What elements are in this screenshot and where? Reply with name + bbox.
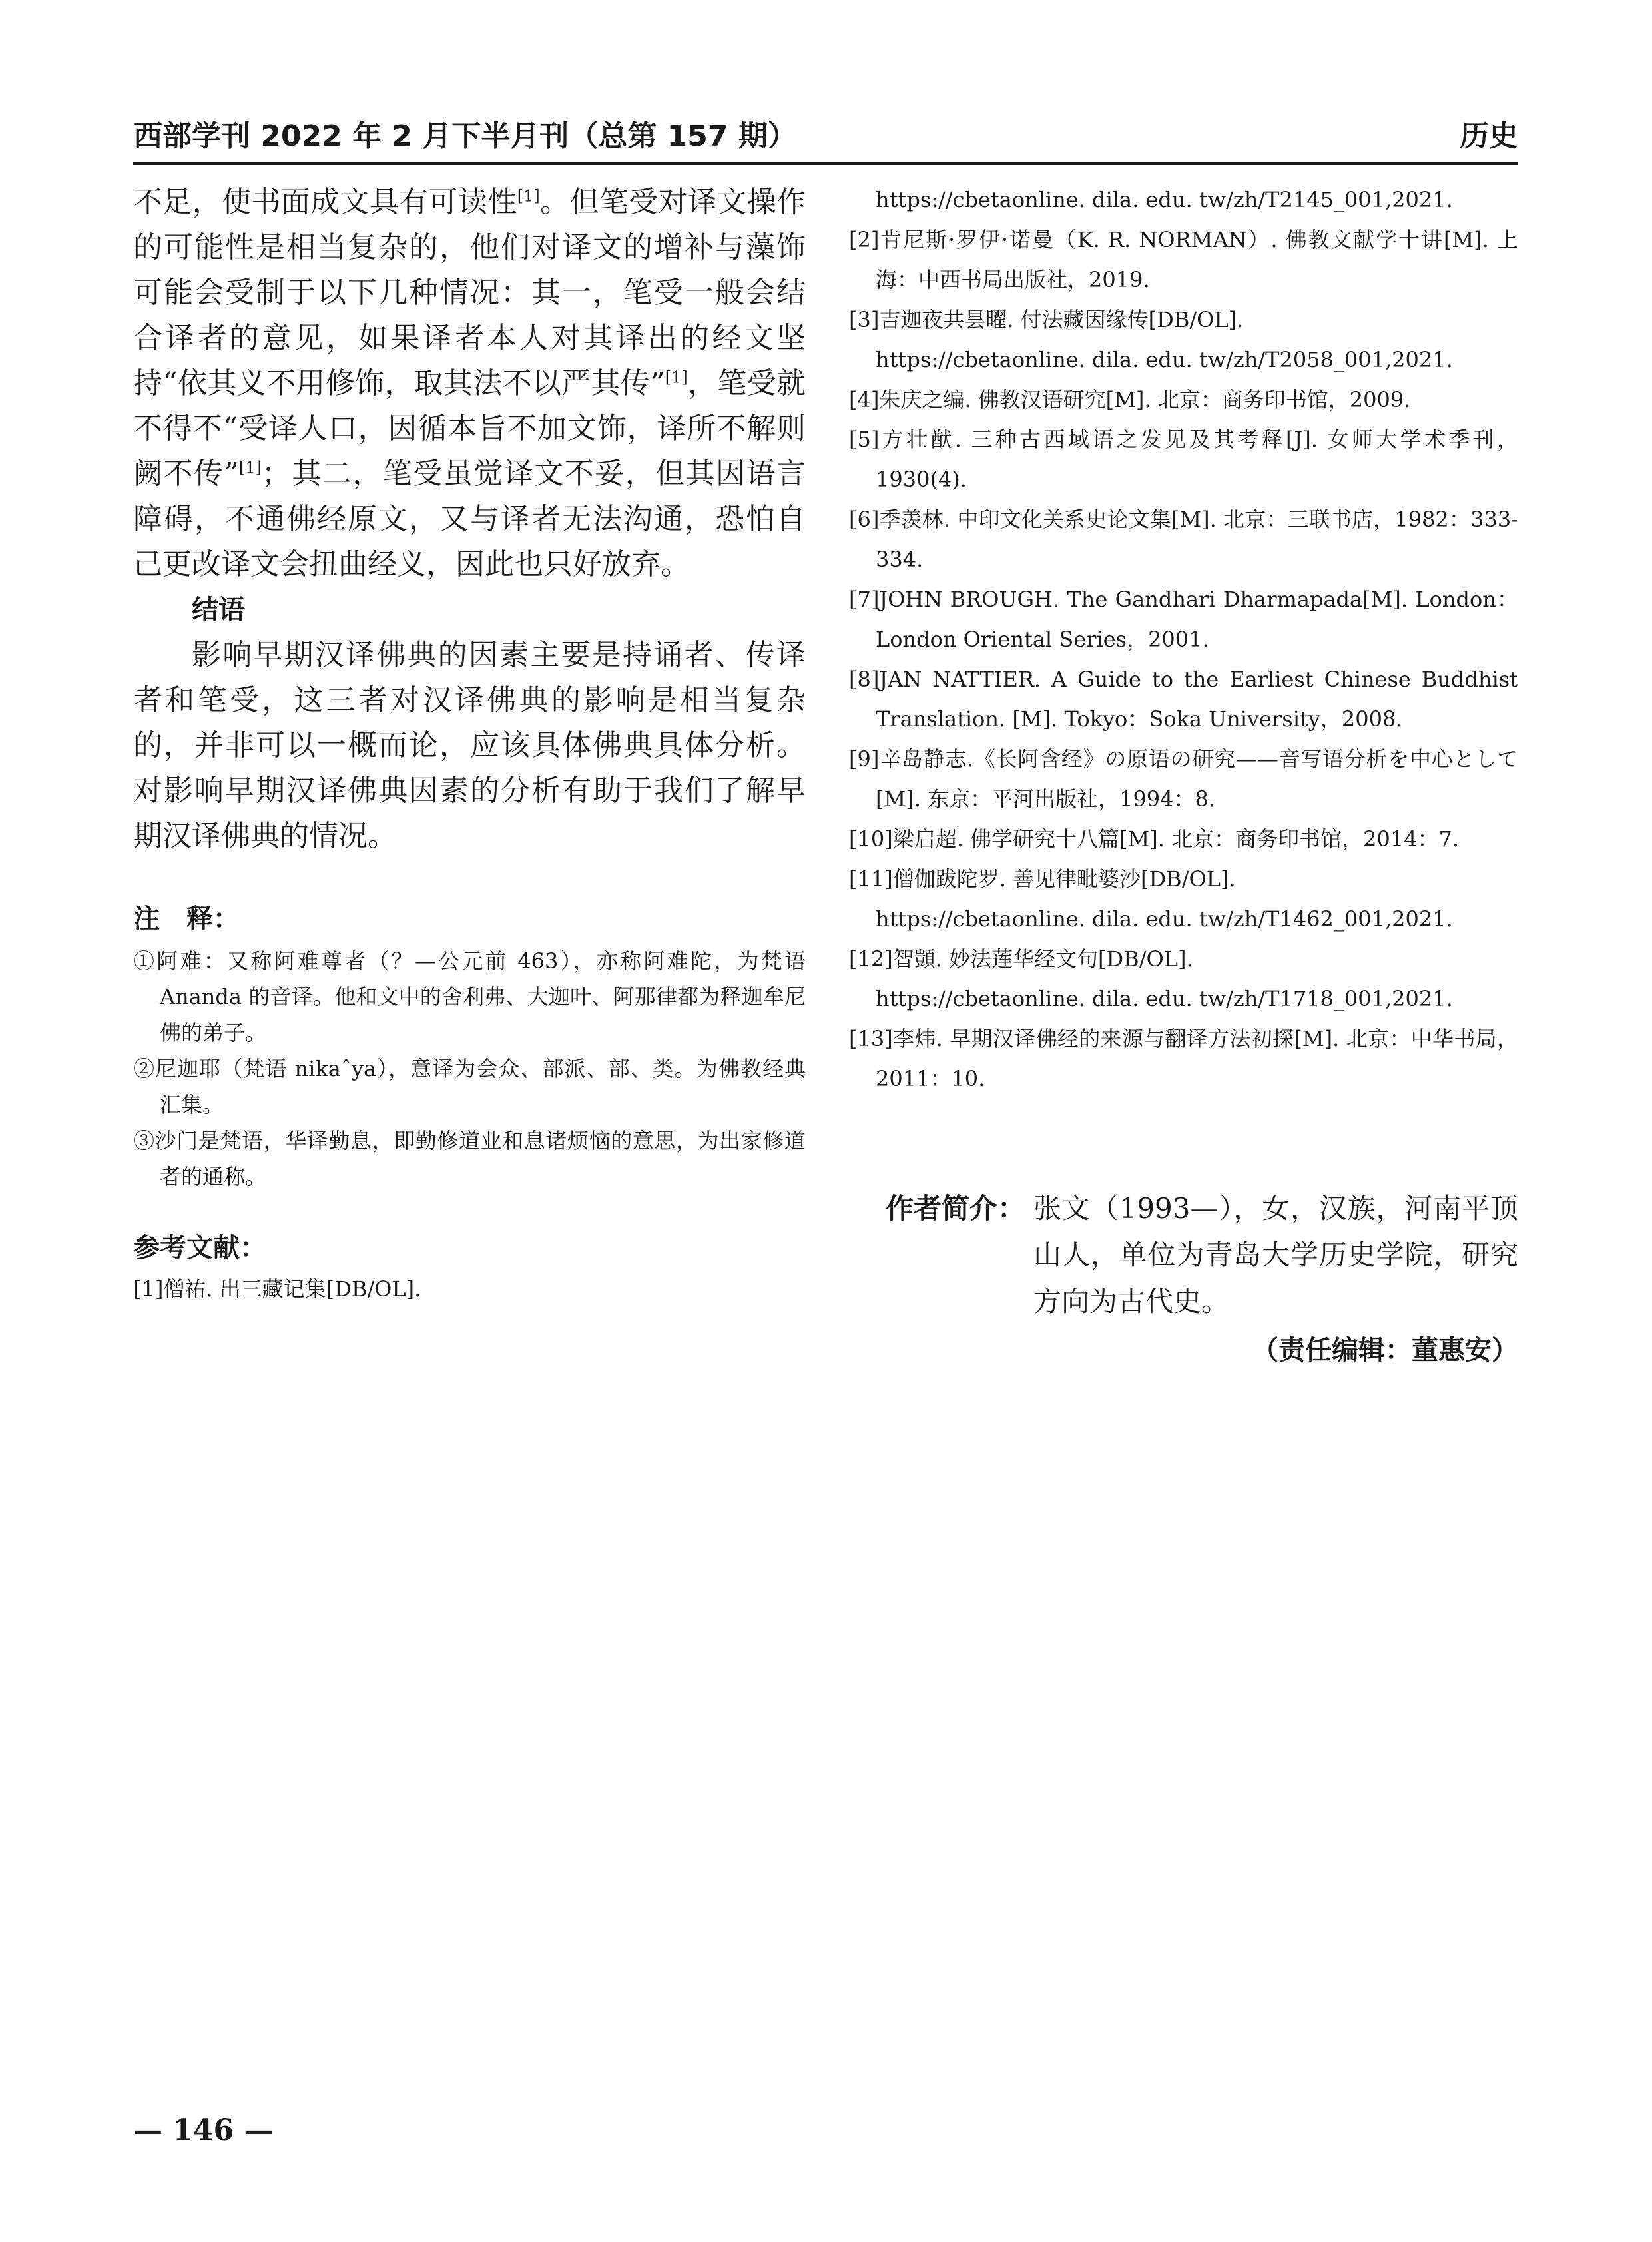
- citation: [1]: [238, 458, 262, 477]
- left-column: [133, 180, 806, 1309]
- header-rule: [133, 162, 1518, 165]
- reference-item: [4]朱庆之编. 佛教汉语研究[M]. 北京：商务印书馆，2009.: [849, 387, 1411, 412]
- reference-item: [12]智顗. 妙法莲华经文句[DB/OL].: [849, 946, 1193, 972]
- reference-url: https://cbetaonline. dila. edu. tw/zh/T2058_001,2021.: [876, 347, 1453, 372]
- reference-item: [13]李炜. 早期汉译佛经的来源与翻译方法初探[M]. 北京：中华书局，2011：10.: [849, 1026, 1518, 1091]
- reference-item: [7]JOHN BROUGH. The Gandhari Dharmapada[M]. London：London Oriental Series，2001.: [849, 587, 1518, 652]
- reference-item: [6]季羡林. 中印文化关系史论文集[M]. 北京：三联书店，1982：333-334.: [849, 507, 1518, 572]
- reference-url: https://cbetaonline. dila. edu. tw/zh/T2145_001,2021.: [876, 187, 1453, 212]
- author-bio-label: 作者简介：: [886, 1192, 1026, 1225]
- references-heading: 参考文献：: [133, 1233, 266, 1263]
- reference-item: [3]吉迦夜共昙曜. 付法藏因缘传[DB/OL].: [849, 307, 1244, 332]
- note-item: ③沙门是梵语，华译勤息，即勤修道业和息诸烦恼的意思，为出家修道者的通称。: [133, 1128, 806, 1189]
- reference-item: [9]辛岛静志.《长阿含经》の原语の研究——音写语分析を中心として[M]. 东京：平河出版社，1994：8.: [849, 746, 1518, 812]
- reference-item: [1]僧祐. 出三藏记集[DB/OL].: [133, 1276, 421, 1302]
- journal-title: 西部学刊 2022 年 2 月下半月刊（总第 157 期）: [133, 119, 797, 153]
- right-column: [849, 180, 1518, 1099]
- note-item: ②尼迦耶（梵语 nikaˆya），意译为会众、部派、部、类。为佛教经典汇集。: [133, 1056, 806, 1117]
- author-bio-text: 张文（1993—），女，汉族，河南平顶山人，单位为青岛大学历史学院，研究方向为古代史。: [1033, 1192, 1518, 1318]
- reference-item: [8]JAN NATTIER. A Guide to the Earliest Chinese Buddhist Translation. [M]. Tokyo：Soka University，2008.: [849, 667, 1518, 732]
- reference-url: https://cbetaonline. dila. edu. tw/zh/T1718_001,2021.: [876, 986, 1453, 1011]
- page-number: — 146 —: [133, 2113, 274, 2147]
- citation: [1]: [665, 368, 688, 387]
- responsible-editor: （责任编辑：董惠安）: [1252, 1335, 1518, 1366]
- reference-item: [5]方壮猷. 三种古西域语之发见及其考释[J]. 女师大学术季刊，1930(4).: [849, 427, 1518, 492]
- note-item: ①阿难：又称阿难尊者（？—公元前 463），亦称阿难陀，为梵语 Ananda 的音译。他和文中的舍利弗、大迦叶、阿那律都为释迦牟尼佛的弟子。: [133, 948, 806, 1045]
- notes-heading: 注 释：: [133, 904, 240, 934]
- conclusion-paragraph: 影响早期汉译佛典的因素主要是持诵者、传译者和笔受，这三者对汉译佛典的影响是相当复杂的，并非可以一概而论，应该具体佛典具体分析。对影响早期汉译佛典因素的分析有助于我们了解早期汉译佛典的情况。: [133, 638, 806, 853]
- section-name: 历史: [1460, 119, 1518, 153]
- reference-url: https://cbetaonline. dila. edu. tw/zh/T1462_001,2021.: [876, 906, 1453, 932]
- running-header: [133, 113, 1518, 160]
- reference-item: [10]梁启超. 佛学研究十八篇[M]. 北京：商务印书馆，2014：7.: [849, 826, 1460, 852]
- body-paragraph: 不足，使书面成文具有可读性[1]。但笔受对译文操作的可能性是相当复杂的，他们对译文的增补与藻饰可能会受制于以下几种情况：其一，笔受一般会结合译者的意见，如果译者本人对其译出的经文坚持“依其义不用修饰，取其法不以严其传”[1]，笔受就不得不“受译人口，因循本旨不加文饰，译所不解则阙不传”[1]；其二，笔受虽觉译文不妥，但其因语言障碍，不通佛经原文，又与译者无法沟通，恐怕自己更改译文会扭曲经义，因此也只好放弃。: [133, 185, 806, 581]
- citation: [1]: [517, 186, 540, 206]
- reference-item: [11]僧伽跋陀罗. 善见律毗婆沙[DB/OL].: [849, 866, 1236, 892]
- reference-item: [2]肯尼斯·罗伊·诺曼（K. R. NORMAN）. 佛教文献学十讲[M]. 上海：中西书局出版社，2019.: [849, 227, 1518, 292]
- conclusion-heading: 结语: [192, 595, 245, 625]
